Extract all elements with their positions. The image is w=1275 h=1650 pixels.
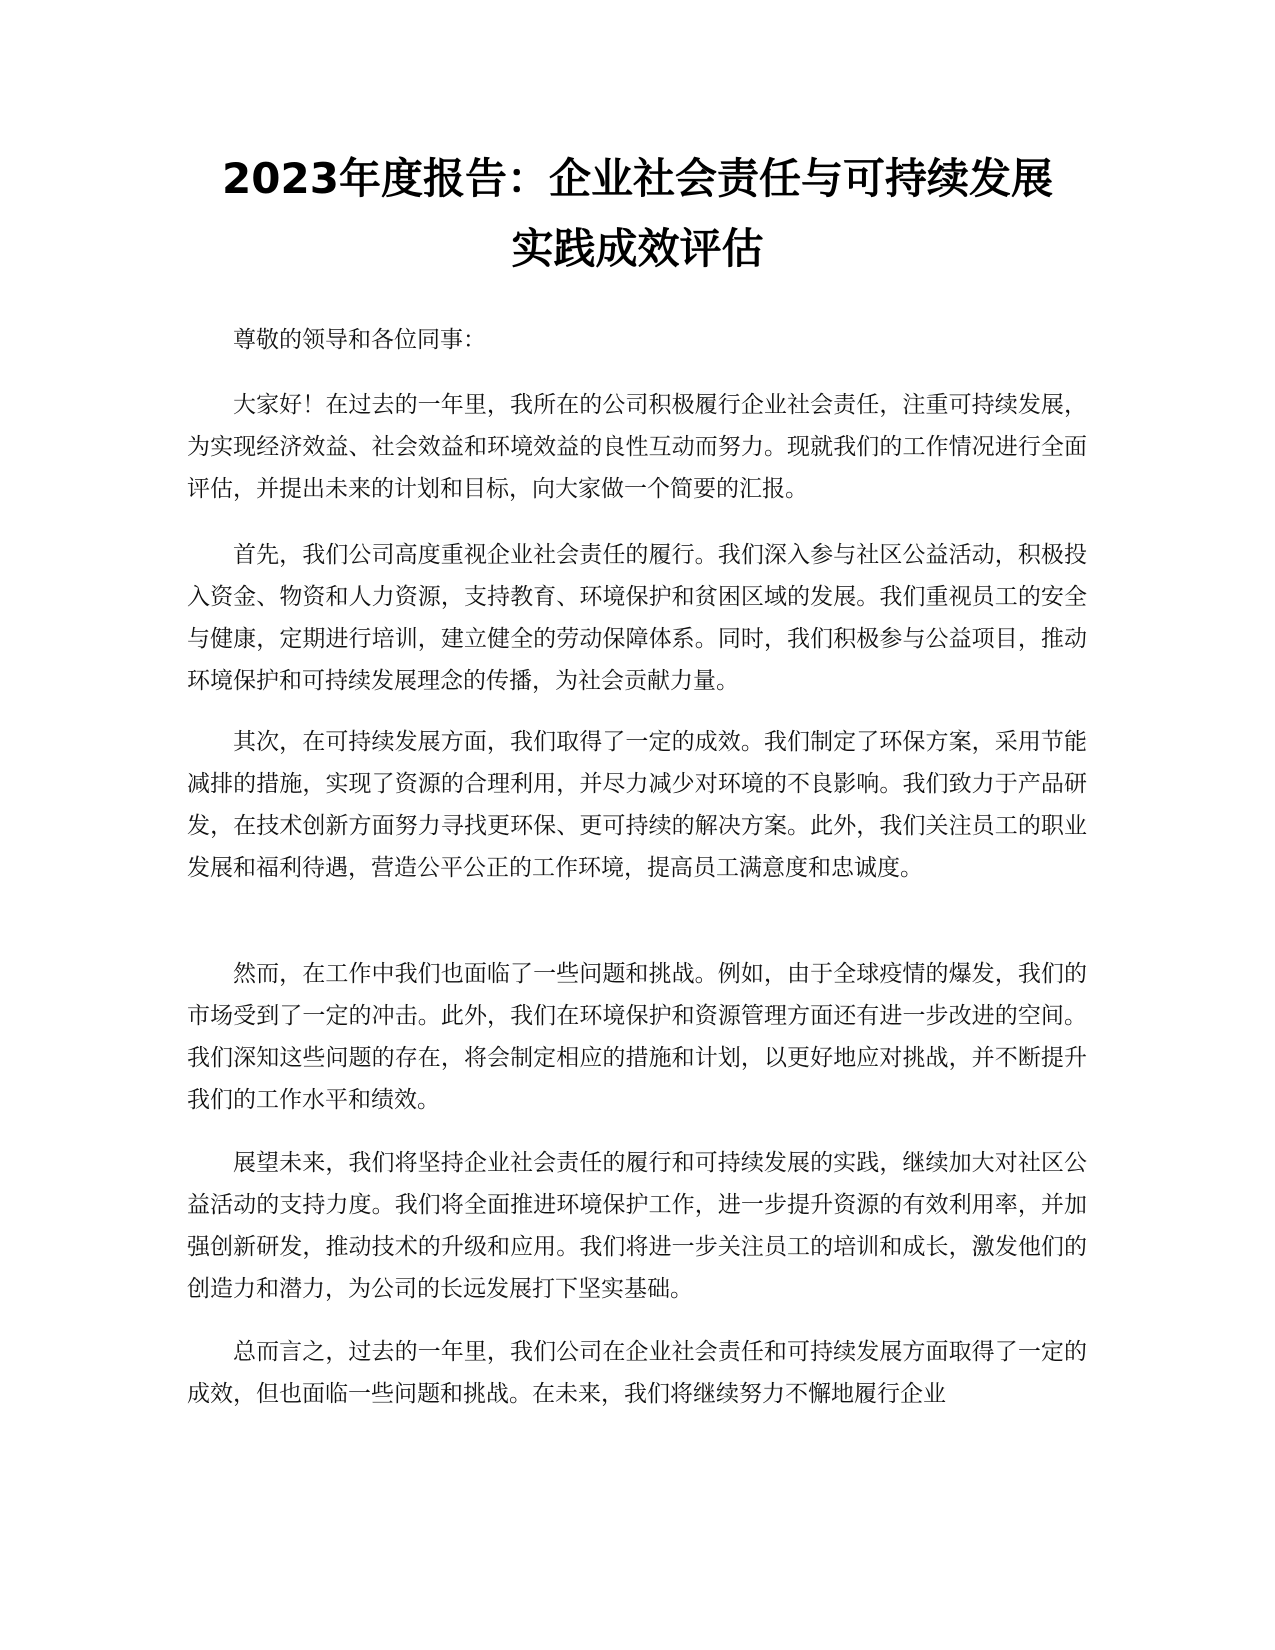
paragraph-conclusion: 总而言之，过去的一年里，我们公司在企业社会责任和可持续发展方面取得了一定的成效，但也面临一些问题和挑战。在未来，我们将继续努力不懈地履行企业 xyxy=(187,1339,1087,1407)
document-title-line-2: 实践成效评估 xyxy=(511,224,764,273)
paragraph-challenges: 然而，在工作中我们也面临了一些问题和挑战。例如，由于全球疫情的爆发，我们的市场受到了一定的冲击。此外，我们在环境保护和资源管理方面还有进一步改进的空间。我们深知这些问题的存在，将会制定相应的措施和计划，以更好地应对挑战，并不断提升我们的工作水平和绩效。 xyxy=(187,961,1087,1113)
paragraph-greeting: 大家好！在过去的一年里，我所在的公司积极履行企业社会责任，注重可持续发展，为实现经济效益、社会效益和环境效益的良性互动而努力。现就我们的工作情况进行全面评估，并提出未来的计划和目标，向大家做一个简要的汇报。 xyxy=(187,392,1087,502)
salutation: 尊敬的领导和各位同事： xyxy=(233,327,486,353)
document-title-line-1: 2023年度报告：企业社会责任与可持续发展 xyxy=(222,154,1053,203)
paragraph-social-responsibility: 首先，我们公司高度重视企业社会责任的履行。我们深入参与社区公益活动，积极投入资金、物资和人力资源，支持教育、环境保护和贫困区域的发展。我们重视员工的安全与健康，定期进行培训，建立健全的劳动保障体系。同时，我们积极参与公益项目，推动环境保护和可持续发展理念的传播，为社会贡献力量。 xyxy=(187,542,1087,694)
paragraph-outlook: 展望未来，我们将坚持企业社会责任的履行和可持续发展的实践，继续加大对社区公益活动的支持力度。我们将全面推进环境保护工作，进一步提升资源的有效利用率，并加强创新研发，推动技术的升级和应用。我们将进一步关注员工的培训和成长，激发他们的创造力和潜力，为公司的长远发展打下坚实基础。 xyxy=(187,1150,1087,1302)
paragraph-sustainability: 其次，在可持续发展方面，我们取得了一定的成效。我们制定了环保方案，采用节能减排的措施，实现了资源的合理利用，并尽力减少对环境的不良影响。我们致力于产品研发，在技术创新方面努力寻找更环保、更可持续的解决方案。此外，我们关注员工的职业发展和福利待遇，营造公平公正的工作环境，提高员工满意度和忠诚度。 xyxy=(187,729,1087,881)
